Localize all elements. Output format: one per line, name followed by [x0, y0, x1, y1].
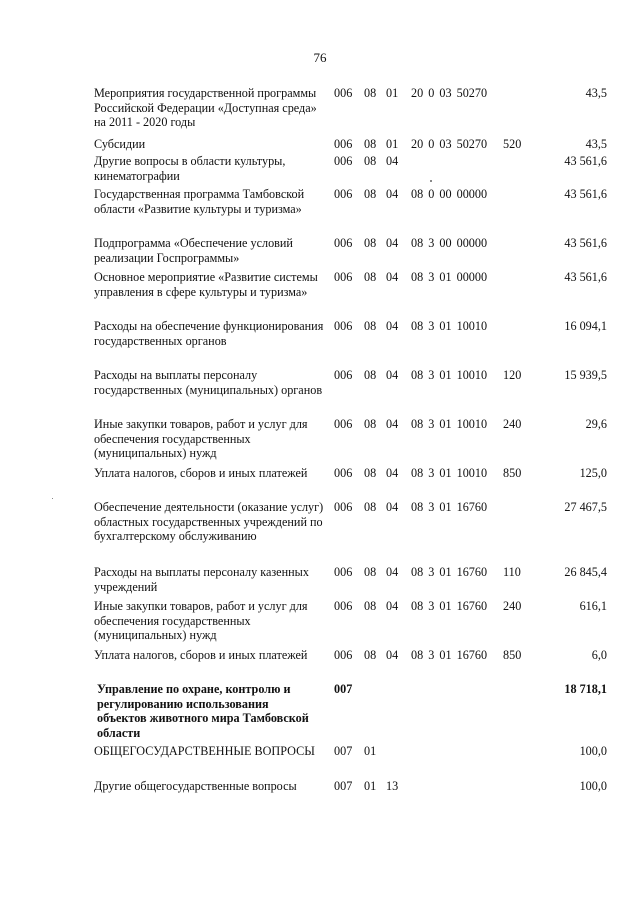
section-code: 08 — [364, 565, 377, 579]
ministry-code: 006 — [334, 599, 353, 613]
ministry-code: 007 — [334, 744, 353, 758]
section-code: 08 — [364, 236, 377, 250]
subsection-code: 04 — [386, 466, 399, 480]
subsection-code: 04 — [386, 270, 399, 284]
row-name: Расходы на обеспечение функционирования государственных органов — [94, 319, 324, 348]
ministry-code: 006 — [334, 154, 353, 168]
amount: 43 561,6 — [564, 187, 607, 201]
amount: 43 561,6 — [564, 270, 607, 284]
row-name: Иные закупки товаров, работ и услуг для обеспечения государственных (муниципальных) нужд — [94, 417, 308, 460]
target-article-code: 08 3 00 00000 — [411, 236, 488, 250]
subsection-code: 01 — [386, 86, 399, 100]
amount: 43,5 — [585, 137, 607, 151]
target-article-code: 20 0 03 50270 — [411, 137, 488, 151]
target-article-code: 08 3 01 10010 — [411, 368, 488, 382]
row-name: Субсидии — [94, 137, 146, 151]
row-name: Обеспечение деятельности (оказание услуг) областных государственных учреждений по бухгалтерскому обслуживанию — [94, 500, 324, 543]
amount: 100,0 — [579, 744, 607, 758]
row-name: Мероприятия государственной программы Российской Федерации «Доступная среда» на 2011 - 2020 годы — [94, 86, 317, 129]
amount: 27 467,5 — [564, 500, 607, 514]
section-code: 08 — [364, 466, 377, 480]
amount: 15 939,5 — [564, 368, 607, 382]
subsection-code: 13 — [386, 779, 399, 793]
row-name: Расходы на выплаты персоналу казенных учреждений — [94, 565, 309, 594]
row-name: Иные закупки товаров, работ и услуг для обеспечения государственных (муниципальных) нужд — [94, 599, 308, 642]
scan-speck — [430, 180, 432, 182]
section-code: 08 — [364, 368, 377, 382]
section-code: 01 — [364, 744, 377, 758]
subsection-code: 04 — [386, 319, 399, 333]
target-article-code: 08 3 01 00000 — [411, 270, 488, 284]
section-code: 08 — [364, 648, 377, 662]
ministry-code: 006 — [334, 417, 353, 431]
ministry-code: 007 — [334, 682, 353, 696]
row-name: Основное мероприятие «Развитие системы управления в сфере культуры и туризма» — [94, 270, 318, 299]
ministry-code: 006 — [334, 86, 353, 100]
target-article-code: 08 3 01 16760 — [411, 565, 488, 579]
section-code: 08 — [364, 137, 377, 151]
subsection-code: 04 — [386, 599, 399, 613]
ministry-code: 006 — [334, 466, 353, 480]
ministry-code: 006 — [334, 565, 353, 579]
ministry-code: 006 — [334, 500, 353, 514]
subsection-code: 04 — [386, 154, 399, 168]
target-article-code: 20 0 03 50270 — [411, 86, 488, 100]
scan-speck — [52, 498, 53, 499]
subsection-code: 01 — [386, 137, 399, 151]
section-code: 01 — [364, 779, 377, 793]
expense-type-code: 850 — [503, 648, 522, 662]
amount: 16 094,1 — [564, 319, 607, 333]
amount: 29,6 — [585, 417, 607, 431]
ministry-code: 006 — [334, 236, 353, 250]
row-name: Управление по охране, контролю и регулированию использования объектов животного мира Тамбовской области — [97, 682, 309, 740]
amount: 43,5 — [585, 86, 607, 100]
row-name: Уплата налогов, сборов и иных платежей — [94, 648, 308, 662]
section-code: 08 — [364, 500, 377, 514]
subsection-code: 04 — [386, 368, 399, 382]
subsection-code: 04 — [386, 187, 399, 201]
expense-type-code: 240 — [503, 599, 522, 613]
ministry-code: 006 — [334, 137, 353, 151]
target-article-code: 08 3 01 10010 — [411, 417, 488, 431]
section-code: 08 — [364, 319, 377, 333]
section-code: 08 — [364, 599, 377, 613]
subsection-code: 04 — [386, 648, 399, 662]
expense-type-code: 520 — [503, 137, 522, 151]
row-name: ОБЩЕГОСУДАРСТВЕННЫЕ ВОПРОСЫ — [94, 744, 315, 758]
ministry-code: 006 — [334, 648, 353, 662]
target-article-code: 08 3 01 10010 — [411, 466, 488, 480]
subsection-code: 04 — [386, 565, 399, 579]
ministry-code: 007 — [334, 779, 353, 793]
amount: 125,0 — [579, 466, 607, 480]
target-article-code: 08 0 00 00000 — [411, 187, 488, 201]
subsection-code: 04 — [386, 417, 399, 431]
expense-type-code: 240 — [503, 417, 522, 431]
section-code: 08 — [364, 417, 377, 431]
row-name: Другие общегосударственные вопросы — [94, 779, 297, 793]
section-code: 08 — [364, 154, 377, 168]
target-article-code: 08 3 01 16760 — [411, 648, 488, 662]
target-article-code: 08 3 01 16760 — [411, 599, 488, 613]
section-code: 08 — [364, 86, 377, 100]
section-code: 08 — [364, 187, 377, 201]
page-number: 76 — [313, 50, 327, 65]
amount: 43 561,6 — [564, 154, 607, 168]
target-article-code: 08 3 01 10010 — [411, 319, 488, 333]
expense-type-code: 120 — [503, 368, 522, 382]
row-name: Другие вопросы в области культуры, кинематографии — [94, 154, 286, 183]
row-name: Уплата налогов, сборов и иных платежей — [94, 466, 308, 480]
subsection-code: 04 — [386, 236, 399, 250]
ministry-code: 006 — [334, 368, 353, 382]
ministry-code: 006 — [334, 270, 353, 284]
row-name: Подпрограмма «Обеспечение условий реализации Госпрограммы» — [94, 236, 293, 265]
row-name: Государственная программа Тамбовской области «Развитие культуры и туризма» — [94, 187, 305, 216]
ministry-code: 006 — [334, 187, 353, 201]
expense-type-code: 110 — [503, 565, 521, 579]
amount: 6,0 — [591, 648, 607, 662]
section-code: 08 — [364, 270, 377, 284]
amount: 100,0 — [579, 779, 607, 793]
ministry-code: 006 — [334, 319, 353, 333]
subsection-code: 04 — [386, 500, 399, 514]
expense-type-code: 850 — [503, 466, 522, 480]
target-article-code: 08 3 01 16760 — [411, 500, 488, 514]
amount: 18 718,1 — [564, 682, 607, 696]
row-name: Расходы на выплаты персоналу государственных (муниципальных) органов — [94, 368, 323, 397]
amount: 43 561,6 — [564, 236, 607, 250]
amount: 26 845,4 — [564, 565, 607, 579]
amount: 616,1 — [579, 599, 607, 613]
